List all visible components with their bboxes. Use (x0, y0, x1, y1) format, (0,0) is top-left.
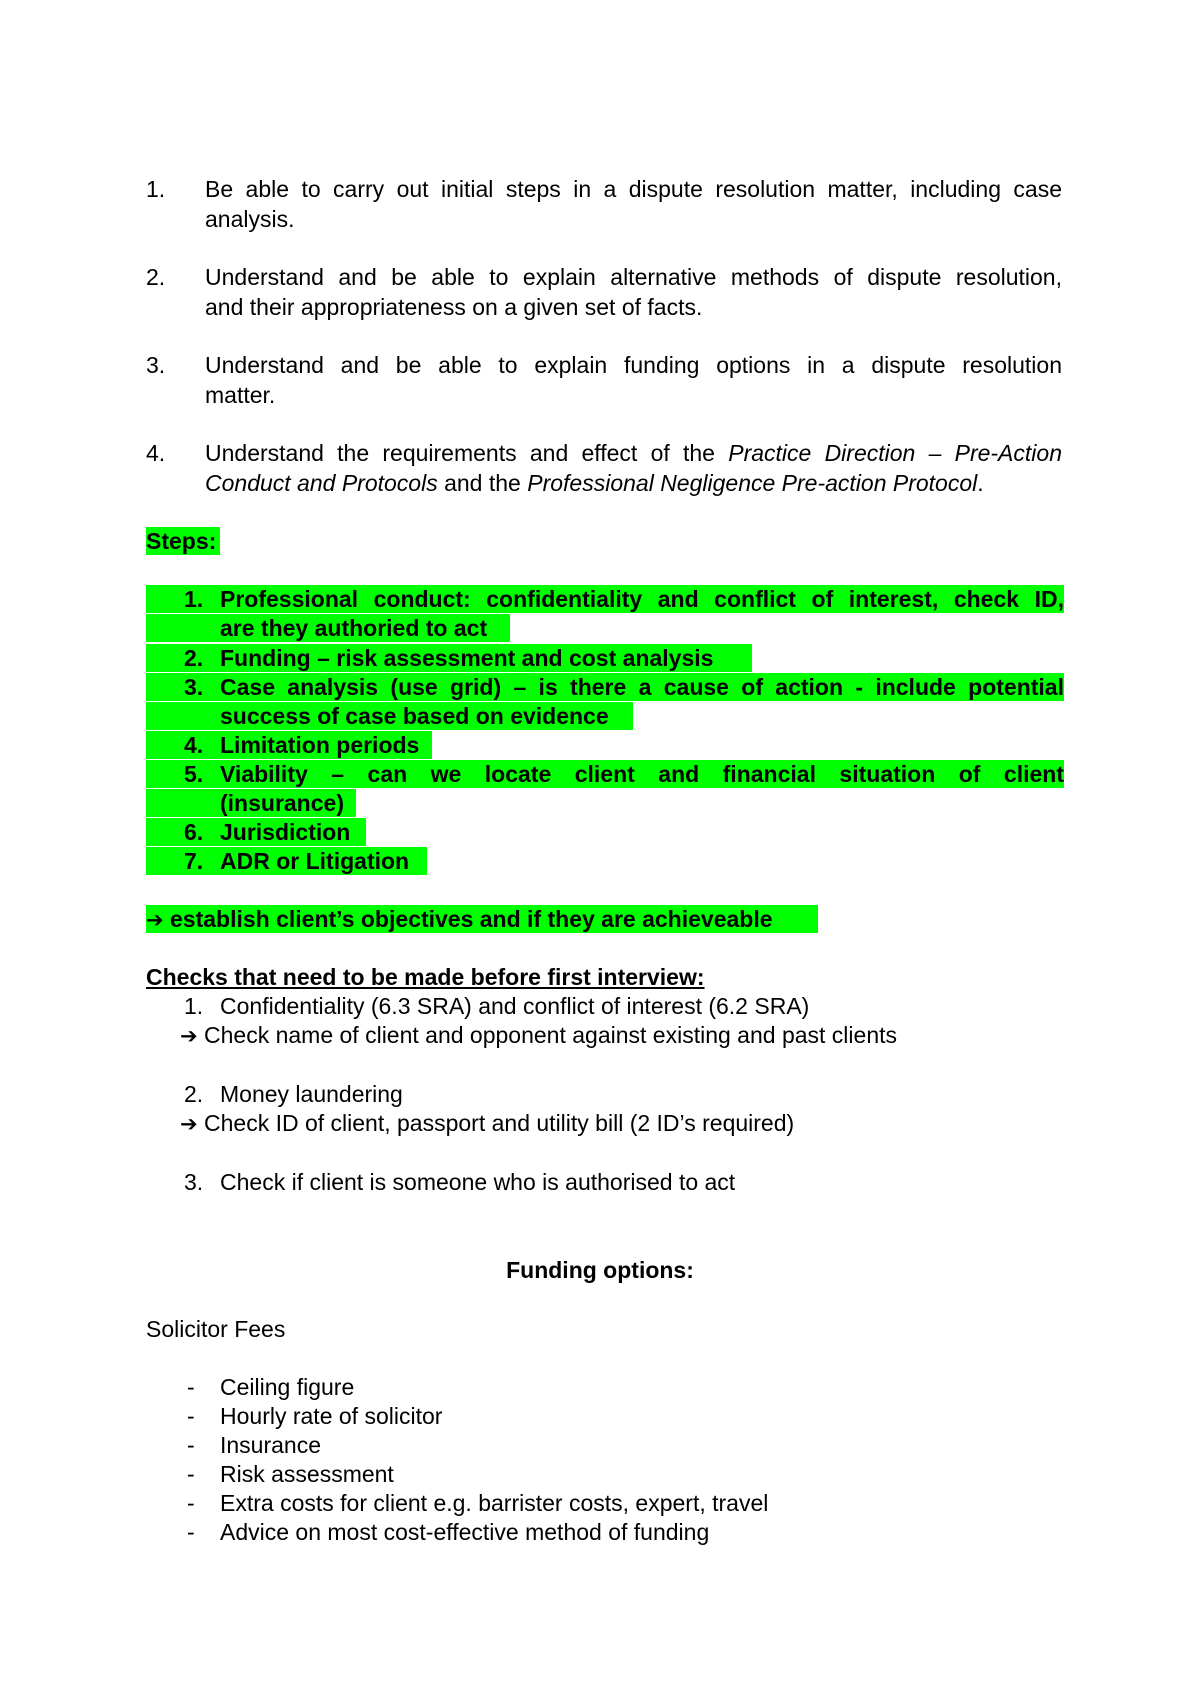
step-text: Jurisdiction (220, 819, 351, 845)
objective-italic-title: Practice Direction – Pre-Action (728, 440, 1062, 466)
step-number: 6. (184, 819, 204, 845)
funding-item: Risk assessment (220, 1461, 394, 1487)
step-text: (insurance) (220, 790, 344, 816)
step-text: are they authoried to act (220, 615, 488, 641)
steps-heading-text: Steps: (146, 527, 220, 555)
objective-number: 3. (146, 352, 166, 378)
arrow-right-icon: ➔ (180, 1024, 198, 1048)
checks-heading: Checks that need to be made before first interview: (146, 964, 705, 990)
objective-text-part: and the (437, 470, 528, 496)
bullet-dash: - (187, 1519, 195, 1545)
check-note-text: Check name of client and opponent against existing and past clients (197, 1022, 897, 1048)
check-number: 1. (184, 993, 204, 1019)
objective-statement (146, 906, 773, 933)
funding-item: Ceiling figure (220, 1374, 355, 1400)
funding-heading: Funding options: (506, 1257, 694, 1283)
objective-text: Understand and be able to explain alternative methods of dispute resolution, (205, 264, 1062, 290)
step-text: Professional conduct: confidentiality and conflict of interest, check ID, (220, 586, 1064, 612)
objective-text-part: . (977, 470, 984, 496)
check-note-text: Check ID of client, passport and utility bill (2 ID’s required) (197, 1110, 795, 1136)
funding-item: Insurance (220, 1432, 322, 1458)
check-text: Check if client is someone who is authorised to act (220, 1169, 736, 1195)
step-text: Limitation periods (220, 732, 420, 758)
step-text: Viability – can we locate client and financial situation of client (220, 761, 1064, 787)
funding-item: Advice on most cost-effective method of funding (220, 1519, 710, 1545)
bullet-dash: - (187, 1461, 195, 1487)
step-text: ADR or Litigation (220, 848, 410, 874)
step-number: 1. (184, 586, 204, 612)
objective-text (205, 470, 984, 497)
step-number: 7. (184, 848, 204, 874)
check-text: Confidentiality (6.3 SRA) and conflict of interest (6.2 SRA) (220, 993, 810, 1019)
check-number: 3. (184, 1169, 204, 1195)
step-text: Funding – risk assessment and cost analysis (220, 645, 714, 671)
objective-number: 2. (146, 264, 166, 290)
bullet-dash: - (187, 1403, 195, 1429)
step-number: 2. (184, 645, 204, 671)
step-text: Case analysis (use grid) – is there a cause of action - include potential (220, 674, 1064, 700)
funding-item: Hourly rate of solicitor (220, 1403, 443, 1429)
step-number: 4. (184, 732, 204, 758)
objective-number: 1. (146, 176, 166, 202)
check-note (180, 1110, 794, 1137)
step-text: success of case based on evidence (220, 703, 609, 729)
bullet-dash: - (187, 1374, 195, 1400)
arrow-right-icon: ➔ (180, 1112, 198, 1136)
objective-text: analysis. (205, 206, 295, 232)
bullet-dash: - (187, 1432, 195, 1458)
check-note (180, 1022, 897, 1049)
objective-text: Understand and be able to explain funding options in a dispute resolution (205, 352, 1062, 378)
objective-text-part: Understand the requirements and effect of the (205, 440, 729, 466)
step-number: 5. (184, 761, 204, 787)
step-number: 3. (184, 674, 204, 700)
bullet-dash: - (187, 1490, 195, 1516)
objective-statement-text: establish client’s objectives and if they are achieveable (163, 906, 773, 932)
arrow-right-icon: ➔ (146, 908, 164, 932)
objective-number: 4. (146, 440, 166, 466)
objective-text: Be able to carry out initial steps in a dispute resolution matter, including case (205, 176, 1062, 202)
objective-italic-title: Conduct and Protocols (205, 470, 438, 496)
objective-text (205, 440, 1062, 467)
objective-italic-title: Professional Negligence Pre-action Protocol (527, 470, 978, 496)
objective-text: matter. (205, 382, 276, 408)
funding-item: Extra costs for client e.g. barrister costs, expert, travel (220, 1490, 769, 1516)
steps-heading (146, 528, 220, 555)
check-number: 2. (184, 1081, 204, 1107)
funding-subheading: Solicitor Fees (146, 1316, 286, 1342)
check-text: Money laundering (220, 1081, 403, 1107)
objective-text: and their appropriateness on a given set of facts. (205, 294, 703, 320)
